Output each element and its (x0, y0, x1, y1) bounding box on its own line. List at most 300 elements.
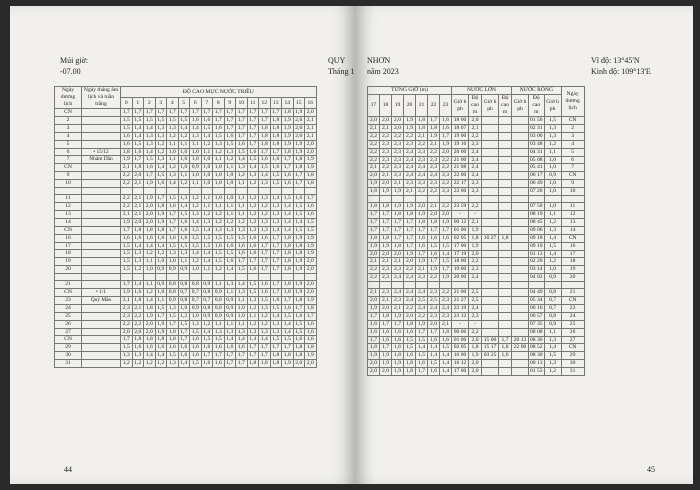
gap-cell (305, 188, 317, 195)
height-cell: 1,7 (121, 281, 133, 289)
gap-cell (82, 274, 121, 281)
value-cell: 02 05 (452, 344, 469, 352)
col-am-header: Ngày tháng âm lịch và tuần trăng (82, 87, 121, 109)
gap-cell (380, 282, 392, 289)
value-cell: 1,2 (544, 218, 561, 226)
value-cell: 1,2 (544, 140, 561, 148)
height-cell: 1,5 (201, 336, 213, 344)
value-cell: 19 00 (452, 132, 469, 140)
day-cell: 3 (55, 124, 82, 132)
value-cell: 19 00 (452, 266, 469, 274)
height-cell: 1,5 (213, 336, 225, 344)
value-cell: 1,9 (404, 250, 416, 258)
height-cell: 0,9 (224, 304, 236, 312)
height-cell: 1,7 (132, 109, 144, 117)
height-cell: 1,6 (121, 132, 133, 140)
height-cell: 1,5 (224, 234, 236, 242)
table-row (55, 344, 317, 352)
height-cell: 1,7 (282, 156, 294, 164)
height-cell: 0,8 (201, 289, 213, 297)
value-cell: 2,1 (416, 132, 428, 140)
sub-header-gio: Giờ h ph (452, 95, 469, 117)
value-cell: 1,0 (544, 156, 561, 164)
moon-cell (82, 250, 121, 258)
value-cell: 2,0 (469, 368, 482, 376)
height-cell: 1,2 (213, 148, 225, 156)
height-cell: 1,9 (155, 328, 167, 336)
value-cell: 2,0 (404, 258, 416, 266)
value-cell: 0,8 (544, 289, 561, 297)
gap-cell (167, 274, 179, 281)
day-cell-right: CN (561, 297, 584, 305)
moon-cell (82, 304, 121, 312)
table-row (55, 195, 317, 203)
value-cell: 1,5 (428, 242, 440, 250)
day-cell: 13 (55, 210, 82, 218)
height-cell: 1,3 (155, 124, 167, 132)
table-row (368, 312, 585, 320)
height-cell: 2,0 (293, 116, 305, 124)
height-cell: 1,1 (224, 164, 236, 172)
height-cell: 1,7 (282, 296, 294, 304)
height-cell: 1,2 (247, 218, 259, 226)
height-cell: 1,4 (178, 360, 190, 368)
height-cell: 1,7 (259, 109, 271, 117)
height-cell: 1,7 (213, 352, 225, 360)
height-cell: 1,8 (121, 148, 133, 156)
height-cell: 1,5 (167, 352, 179, 360)
value-cell: 1,7 (368, 210, 380, 218)
height-cell: 1,6 (201, 116, 213, 124)
height-cell: 1,0 (224, 180, 236, 188)
height-cell: 1,5 (305, 218, 317, 226)
height-cell: 1,0 (201, 180, 213, 188)
moon-cell (82, 234, 121, 242)
day-cell: 4 (55, 132, 82, 140)
height-cell: 1,5 (236, 234, 248, 242)
height-cell: 1,6 (167, 234, 179, 242)
height-cell: 1,2 (247, 195, 259, 203)
gap-cell (201, 188, 213, 195)
value-cell: 2,0 (428, 320, 440, 328)
value-cell: 1,7 (380, 210, 392, 218)
height-cell: 1,7 (224, 109, 236, 117)
value-cell: 2,5 (428, 297, 440, 305)
value-cell: 2,4 (416, 172, 428, 180)
value-cell: 2,3 (469, 180, 482, 188)
height-cell: 1,4 (155, 164, 167, 172)
gap-cell (404, 282, 416, 289)
hour-header: 20 (404, 95, 416, 117)
height-cell: 1,6 (247, 250, 259, 258)
value-cell: 2,1 (416, 266, 428, 274)
value-cell: 1,9 (368, 352, 380, 360)
height-cell: 1,4 (190, 124, 202, 132)
height-cell: 1,2 (178, 312, 190, 320)
moon-cell (82, 258, 121, 266)
height-cell: 1,2 (213, 210, 225, 218)
value-cell: 2,4 (404, 289, 416, 297)
height-cell: 1,5 (121, 242, 133, 250)
value-cell: 1,7 (416, 250, 428, 258)
moon-cell: Quý Mão (82, 296, 121, 304)
value-cell: 2,5 (416, 297, 428, 305)
hour-header: 23 (440, 95, 452, 117)
value-cell (482, 360, 499, 368)
moon-cell (82, 242, 121, 250)
height-cell: 1,2 (167, 132, 179, 140)
value-cell: 1,3 (544, 132, 561, 140)
value-cell: 2,2 (404, 266, 416, 274)
height-cell: 1,7 (259, 352, 271, 360)
value-cell: 2,1 (440, 320, 452, 328)
height-cell: 1,3 (132, 258, 144, 266)
value-cell: 2,3 (469, 140, 482, 148)
height-cell: 2,0 (132, 218, 144, 226)
height-cell: 0,9 (201, 281, 213, 289)
value-cell: 2,0 (440, 210, 452, 218)
height-cell: 1,9 (293, 140, 305, 148)
moon-cell (82, 195, 121, 203)
hour-header: 3 (155, 98, 167, 109)
value-cell: 08 08 (530, 328, 543, 335)
hour-header: 18 (380, 95, 392, 117)
value-cell: 1,6 (404, 328, 416, 336)
height-cell: 1,3 (132, 250, 144, 258)
day-cell-right: 19 (561, 266, 584, 274)
height-cell: 2,0 (305, 148, 317, 156)
value-cell: 1,8 (380, 234, 392, 242)
height-cell: 1,7 (155, 109, 167, 117)
height-cell: 2,2 (121, 172, 133, 180)
day-cell-right: 24 (561, 312, 584, 320)
height-cell: 1,2 (224, 218, 236, 226)
height-cell: 1,1 (167, 156, 179, 164)
height-cell: 1,5 (190, 226, 202, 234)
height-cell: 1,0 (213, 180, 225, 188)
sub-header-gio: Giờ h ph (482, 95, 499, 117)
height-cell: 1,2 (201, 320, 213, 328)
height-cell: 1,4 (178, 202, 190, 210)
height-cell: 1,5 (236, 148, 248, 156)
value-cell: 2,2 (416, 312, 428, 320)
value-cell (482, 117, 499, 125)
height-cell: 1,7 (247, 258, 259, 266)
table-row (368, 203, 585, 211)
gap-cell (305, 274, 317, 281)
value-cell (499, 218, 512, 226)
height-cell: 1,7 (282, 344, 294, 352)
height-cell: 1,8 (293, 352, 305, 360)
value-cell: 2,1 (428, 140, 440, 148)
height-cell: 2,1 (305, 116, 317, 124)
hour-header: 6 (190, 98, 202, 109)
value-cell: 05 08 (530, 156, 543, 163)
moon-cell (82, 360, 121, 368)
value-cell: 21 27 (452, 297, 469, 305)
height-cell: 1,4 (224, 266, 236, 274)
height-cell: 1,1 (190, 180, 202, 188)
value-cell (482, 218, 499, 226)
height-cell: 1,3 (144, 140, 156, 148)
height-cell: 0,9 (213, 312, 225, 320)
height-cell: 1,2 (213, 266, 225, 274)
value-cell: 01 00 (452, 336, 469, 344)
height-cell: 1,7 (236, 132, 248, 140)
height-cell: 1,1 (224, 202, 236, 210)
height-cell: 1,8 (282, 352, 294, 360)
height-cell: 1,2 (236, 172, 248, 180)
height-cell: 0,9 (167, 266, 179, 274)
table-row (368, 328, 585, 336)
height-cell: 1,2 (259, 320, 271, 328)
gap-cell (544, 282, 561, 289)
value-cell: 1,3 (544, 124, 561, 132)
value-cell: 2,1 (404, 188, 416, 196)
height-cell: 1,0 (190, 172, 202, 180)
day-cell-right: 13 (561, 218, 584, 226)
value-cell (482, 140, 499, 148)
hour-header: 5 (178, 98, 190, 109)
value-cell: 1,9 (392, 312, 404, 320)
day-cell-right: 11 (561, 203, 584, 211)
table-row (55, 360, 317, 368)
height-cell: 1,3 (247, 172, 259, 180)
hour-header: 0 (121, 98, 133, 109)
height-cell: 1,6 (167, 344, 179, 352)
height-cell: 0,8 (178, 281, 190, 289)
gap-cell (544, 196, 561, 203)
hour-header: 11 (247, 98, 259, 109)
value-cell: 05 34 (530, 297, 543, 304)
day-cell: 16 (55, 234, 82, 242)
height-cell: 1,8 (155, 336, 167, 344)
moon-cell (82, 124, 121, 132)
height-cell: 1,3 (259, 180, 271, 188)
height-cell: 1,9 (282, 116, 294, 124)
value-cell (482, 226, 499, 234)
table-row (368, 297, 585, 305)
value-cell (512, 234, 529, 242)
height-cell: 1,4 (236, 156, 248, 164)
gap-cell (512, 282, 529, 289)
value-cell (499, 132, 512, 140)
value-cell: 1,7 (392, 320, 404, 328)
value-cell: 03 48 (530, 140, 543, 147)
height-cell: 1,0 (167, 258, 179, 266)
height-cell: 1,9 (305, 156, 317, 164)
height-cell: 1,5 (167, 312, 179, 320)
height-cell: 1,6 (178, 226, 190, 234)
day-cell-right: 23 (561, 304, 584, 312)
value-cell: 2,3 (392, 266, 404, 274)
value-cell: 2,3 (440, 297, 452, 305)
value-cell: 2,3 (392, 156, 404, 164)
value-cell (499, 203, 512, 211)
value-cell: 1,7 (380, 344, 392, 352)
value-cell (512, 297, 529, 305)
value-cell: 1,0 (544, 266, 561, 274)
height-cell: 1,6 (259, 289, 271, 297)
value-cell: 1,5 (440, 344, 452, 352)
gap-cell (440, 282, 452, 289)
height-cell: 1,5 (247, 156, 259, 164)
height-cell: 2,1 (121, 296, 133, 304)
table-row (368, 188, 585, 196)
height-cell: 1,5 (224, 250, 236, 258)
height-cell: 1,5 (293, 328, 305, 336)
height-cell: 1,3 (167, 172, 179, 180)
value-cell (499, 274, 512, 282)
height-cell: 1,8 (132, 164, 144, 172)
value-cell (499, 188, 512, 196)
height-cell: 1,7 (247, 116, 259, 124)
value-cell (482, 297, 499, 305)
value-cell (499, 172, 512, 180)
height-cell: 1,3 (270, 328, 282, 336)
value-cell: 1,9 (380, 242, 392, 250)
hour-header: 19 (392, 95, 404, 117)
height-cell: 1,6 (293, 336, 305, 344)
value-cell: 2,2 (469, 132, 482, 140)
height-cell: 1,8 (293, 164, 305, 172)
height-cell: 1,5 (121, 124, 133, 132)
value-cell: 1,3 (544, 336, 561, 344)
gap-cell (167, 188, 179, 195)
table-row (55, 132, 317, 140)
value-cell: 2,3 (380, 140, 392, 148)
height-cell: 1,5 (259, 164, 271, 172)
value-cell: 1,6 (392, 336, 404, 344)
value-cell: 2,3 (380, 289, 392, 297)
height-cell: 1,6 (190, 352, 202, 360)
height-cell: 1,4 (259, 336, 271, 344)
value-cell (482, 266, 499, 274)
height-cell: 1,6 (305, 202, 317, 210)
height-cell: 0,9 (155, 281, 167, 289)
height-cell: 1,3 (132, 352, 144, 360)
right-tide-table (367, 86, 585, 376)
value-cell (482, 156, 499, 164)
value-cell (512, 352, 529, 360)
height-cell: 1,7 (167, 109, 179, 117)
moon-cell (82, 180, 121, 188)
height-cell: 1,3 (178, 195, 190, 203)
day-cell: 2 (55, 116, 82, 124)
value-cell: 2,3 (469, 266, 482, 274)
gap-cell (178, 188, 190, 195)
value-cell: 1,8 (380, 312, 392, 320)
height-cell: 2,2 (132, 312, 144, 320)
value-cell: 1,8 (428, 218, 440, 226)
value-cell: 1,7 (392, 218, 404, 226)
value-cell (482, 274, 499, 282)
gap-cell (416, 282, 428, 289)
hour-header: 17 (368, 95, 380, 117)
value-cell: 1,8 (368, 188, 380, 196)
table-row (55, 140, 317, 148)
value-cell: 1,8 (392, 210, 404, 218)
col-ngay-header: Ngày dương lịch (55, 87, 82, 109)
height-cell: 1,4 (144, 296, 156, 304)
value-cell (512, 328, 529, 336)
value-cell (512, 242, 529, 250)
value-cell: 2,4 (469, 164, 482, 172)
value-cell: - (452, 210, 469, 218)
height-cell: 1,3 (259, 304, 271, 312)
height-cell: 1,6 (305, 328, 317, 336)
value-cell: 1,8 (416, 117, 428, 125)
day-cell: CN (55, 109, 82, 117)
value-cell: 06 49 (530, 180, 543, 187)
day-cell: 31 (55, 360, 82, 368)
table-row (368, 344, 585, 352)
height-cell: 1,6 (178, 234, 190, 242)
sub-header-do_cao: Độ cao m (529, 95, 545, 117)
value-cell: 21 08 (452, 164, 469, 172)
value-cell: 1,6 (440, 234, 452, 242)
height-cell: 1,4 (144, 124, 156, 132)
value-cell: 2,2 (368, 274, 380, 282)
height-cell: 1,5 (270, 172, 282, 180)
day-cell: 11 (55, 195, 82, 203)
latitude-label: Vĩ độ: 13°45'N (591, 56, 640, 65)
height-cell: 1,6 (178, 218, 190, 226)
height-cell: 1,9 (293, 148, 305, 156)
value-cell: 2,3 (416, 274, 428, 282)
value-cell: 2,3 (380, 266, 392, 274)
value-cell: 2,2 (404, 304, 416, 312)
value-cell (482, 124, 499, 132)
day-cell-right: 20 (561, 274, 584, 282)
height-cell: 1,9 (305, 164, 317, 172)
height-cell: 1,3 (190, 132, 202, 140)
value-cell (512, 218, 529, 226)
day-cell: CN (55, 226, 82, 234)
day-cell-right: 27 (561, 336, 584, 344)
sub-header-gio: Giờ h ph (544, 95, 561, 117)
gap-cell (236, 274, 248, 281)
gap-cell (512, 196, 529, 203)
height-cell: 1,6 (190, 116, 202, 124)
height-cell: 0,9 (155, 266, 167, 274)
height-cell: 1,8 (305, 172, 317, 180)
value-cell: 1,9 (428, 132, 440, 140)
value-cell: 2,3 (416, 180, 428, 188)
value-cell: 2,0 (368, 360, 380, 368)
height-cell: 1,0 (178, 164, 190, 172)
value-cell: 2,2 (440, 156, 452, 164)
height-cell: 1,6 (121, 140, 133, 148)
height-cell: 1,1 (213, 320, 225, 328)
value-cell: 05 41 (530, 164, 543, 171)
gap-cell (293, 188, 305, 195)
value-cell: 22 19 (452, 304, 469, 312)
table-row (368, 124, 585, 132)
height-cell: 1,5 (247, 281, 259, 289)
gap-cell (452, 282, 469, 289)
value-cell (512, 210, 529, 218)
value-cell: 2,1 (368, 258, 380, 266)
value-cell (512, 266, 529, 274)
value-cell: 2,2 (428, 274, 440, 282)
value-cell (499, 297, 512, 305)
height-cell: 1,6 (190, 336, 202, 344)
value-cell: 2,4 (404, 274, 416, 282)
height-cell: 1,4 (282, 218, 294, 226)
col-tung-gio-header: TỪNG GIỜ (m) (368, 87, 452, 95)
value-cell (482, 242, 499, 250)
